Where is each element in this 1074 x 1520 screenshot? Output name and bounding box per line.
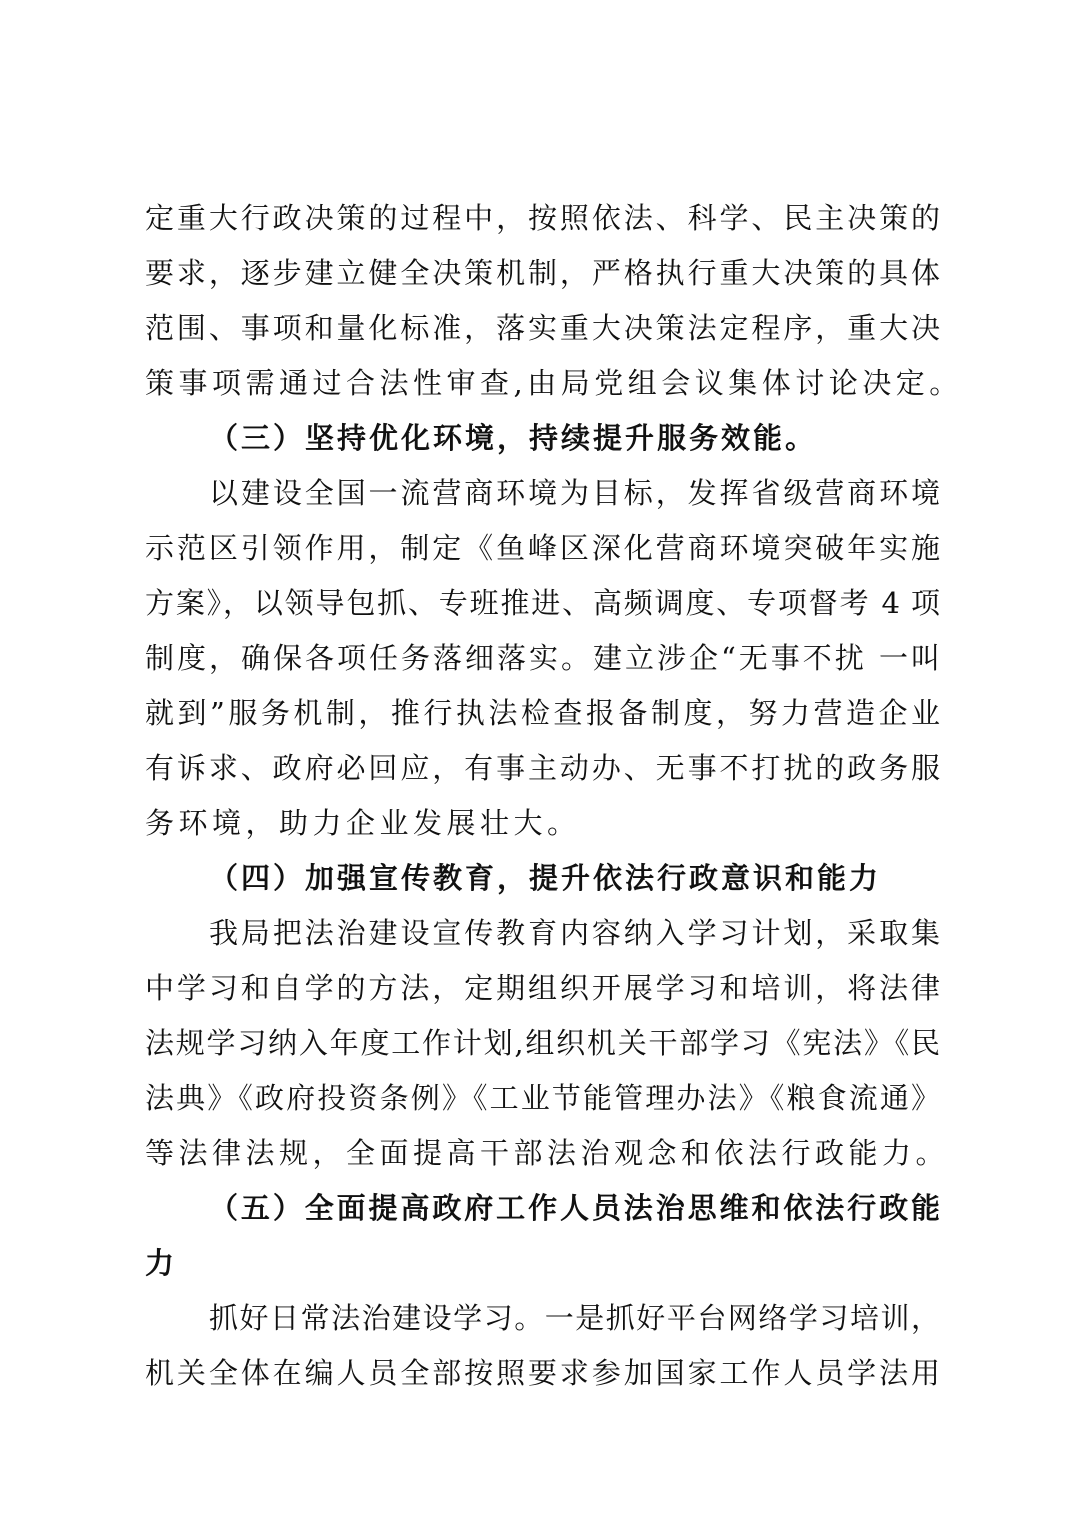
paragraph-line: 中学习和自学的方法，定期组织开展学习和培训，将法律 [145, 971, 940, 1005]
section-heading-5-continued: 力 [145, 1246, 178, 1280]
paragraph-line: 务环境，助力企业发展壮大。 [145, 806, 581, 840]
paragraph-line: 抓好日常法治建设学习。一是抓好平台网络学习培训， [209, 1301, 940, 1335]
paragraph-line: 制度，确保各项任务落细落实。建立涉企“无事不扰 一叫 [145, 641, 940, 675]
section-heading-3: （三）坚持优化环境，持续提升服务效能。 [209, 421, 818, 455]
paragraph-line: 以建设全国一流营商环境为目标，发挥省级营商环境 [209, 476, 940, 510]
paragraph-line: 法规学习纳入年度工作计划,组织机关干部学习《宪法》《民 [145, 1026, 940, 1060]
paragraph-line: 定重大行政决策的过程中，按照依法、科学、民主决策的 [145, 201, 940, 235]
paragraph-line: 范围、事项和量化标准，落实重大决策法定程序，重大决 [145, 311, 940, 345]
section-heading-4: （四）加强宣传教育，提升依法行政意识和能力 [209, 861, 882, 895]
paragraph-line: 有诉求、政府必回应，有事主动办、无事不打扰的政务服 [145, 751, 940, 785]
paragraph-line: 示范区引领作用，制定《鱼峰区深化营商环境突破年实施 [145, 531, 940, 565]
paragraph-line: 法典》《政府投资条例》《工业节能管理办法》《粮食流通》 [145, 1081, 940, 1115]
paragraph-line: 策事项需通过合法性审查,由局党组会议集体讨论决定。 [145, 366, 963, 400]
paragraph-line: 方案》，以领导包抓、专班推进、高频调度、专项督考 4 项 [145, 586, 940, 620]
paragraph-line: 等法律法规，全面提高干部法治观念和依法行政能力。 [145, 1136, 950, 1170]
section-heading-5: （五）全面提高政府工作人员法治思维和依法行政能 [209, 1191, 940, 1225]
paragraph-line: 就到”服务机制，推行执法检查报备制度，努力营造企业 [145, 696, 940, 730]
paragraph-line: 机关全体在编人员全部按照要求参加国家工作人员学法用 [145, 1356, 940, 1390]
paragraph-line: 我局把法治建设宣传教育内容纳入学习计划，采取集 [209, 916, 940, 950]
paragraph-line: 要求，逐步建立健全决策机制，严格执行重大决策的具体 [145, 256, 940, 290]
